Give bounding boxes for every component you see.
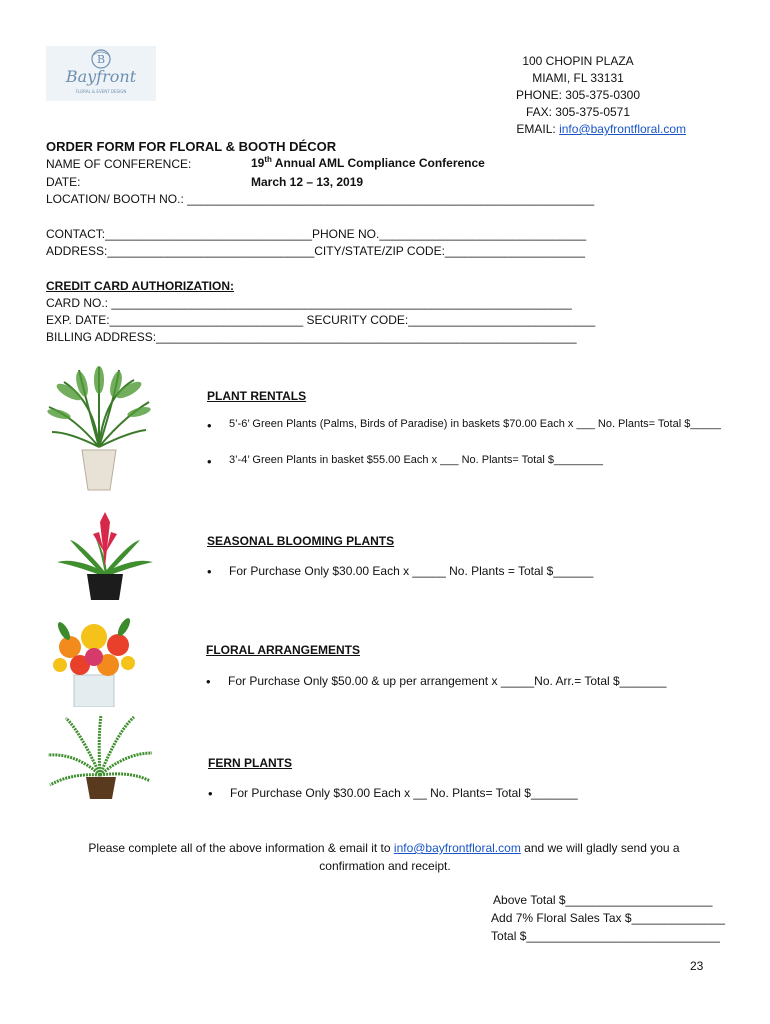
credit-heading: CREDIT CARD AUTHORIZATION: — [46, 279, 234, 293]
billing-address-field[interactable]: BILLING ADDRESS:_______________________________________________________________ — [46, 330, 577, 344]
address-line1: 100 CHOPIN PLAZA — [522, 54, 634, 68]
exp-security-field[interactable]: EXP. DATE:_____________________________ SECURITY CODE:____________________________ — [46, 313, 596, 327]
date-label: DATE: — [46, 175, 81, 189]
card-number-field[interactable]: CARD NO.: _____________________________________________________________________ — [46, 296, 572, 310]
date-value: March 12 – 13, 2019 — [251, 175, 364, 189]
plant-rentals-item-2: • 3’-4’ Green Plants in basket $55.00 Each x ___ No. Plants= Total $________ — [229, 454, 603, 466]
seasonal-item-1: • For Purchase Only $30.00 Each x _____ No. Plants = Total $______ — [229, 564, 593, 578]
completion-note-line-2: confirmation and receipt. — [319, 859, 451, 873]
logo-tagline: FLORAL & EVENT DESIGN — [75, 89, 127, 94]
company-logo — [46, 46, 156, 101]
fern-heading: FERN PLANTS — [208, 756, 292, 770]
plant-rentals-heading: PLANT RENTALS — [207, 389, 307, 403]
completion-note — [0, 839, 770, 875]
address-field[interactable]: ADDRESS:_______________________________CITY/STATE/ZIP CODE:_____________________ — [46, 244, 586, 258]
bromeliad-plant-image — [55, 512, 155, 602]
company-address — [478, 53, 686, 138]
sales-tax-field[interactable]: Add 7% Floral Sales Tax $______________ — [491, 911, 725, 925]
form-title: ORDER FORM FOR FLORAL & BOOTH DÉCOR — [46, 139, 337, 154]
conference-value: 19th Annual AML Compliance Conference — [251, 155, 485, 170]
logo-monogram: B — [96, 53, 106, 66]
seasonal-heading: SEASONAL BLOOMING PLANTS — [207, 534, 395, 548]
address-phone: PHONE: 305-375-0300 — [515, 88, 641, 102]
page-number: 23 — [690, 959, 704, 973]
logo-graphic — [46, 46, 156, 101]
totals-block — [491, 891, 725, 945]
fern-item-1: • For Purchase Only $30.00 Each x __ No. Plants= Total $_______ — [230, 786, 578, 800]
floral-arrangement-image — [50, 617, 138, 707]
address-email-row: EMAIL: info@bayfrontfloral.com — [516, 122, 686, 136]
grand-total-field[interactable]: Total $_____________________________ — [491, 929, 720, 943]
conference-label: NAME OF CONFERENCE: — [46, 157, 192, 171]
address-fax: FAX: 305-375-0571 — [525, 105, 631, 119]
floral-item-1: • For Purchase Only $50.00 & up per arrangement x _____No. Arr.= Total $_______ — [228, 674, 666, 688]
above-total-field[interactable]: Above Total $______________________ — [493, 893, 713, 907]
email-link[interactable]: info@bayfrontfloral.com — [559, 122, 686, 136]
contact-field[interactable]: CONTACT:_______________________________PHONE NO._______________________________ — [46, 227, 587, 241]
footer-email-link[interactable]: info@bayfrontfloral.com — [393, 841, 521, 855]
location-field[interactable]: LOCATION/ BOOTH NO.: _____________________________________________________________ — [46, 192, 595, 206]
plant-rentals-item-1: • 5’-6’ Green Plants (Palms, Birds of Paradise) in baskets $70.00 Each x ___ No. Plants= Total $_____ — [229, 418, 721, 430]
address-line2: MIAMI, FL 33131 — [532, 71, 624, 85]
logo-name: Bayfront — [65, 67, 137, 86]
completion-note-line-1: Please complete all of the above information & email it to info@bayfrontfloral.com and we will gladly send you a — [88, 841, 680, 855]
palm-plant-image — [44, 362, 154, 492]
floral-heading: FLORAL ARRANGEMENTS — [206, 643, 360, 657]
fern-plant-image — [46, 713, 154, 801]
